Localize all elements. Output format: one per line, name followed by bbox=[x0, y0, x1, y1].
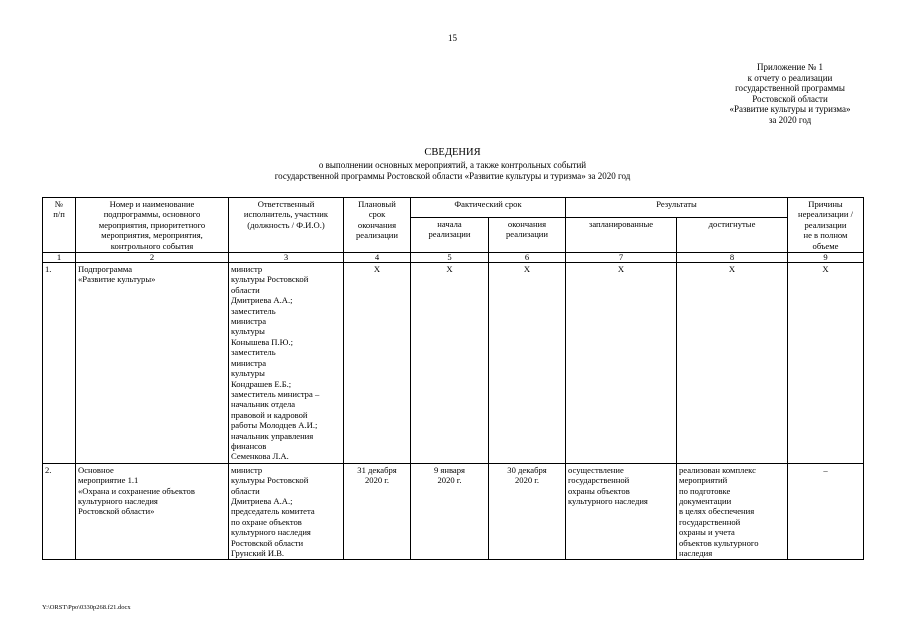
cell-planned: Х bbox=[344, 263, 411, 464]
cell-planned: 31 декабря 2020 г. bbox=[344, 463, 411, 560]
column-number: 8 bbox=[677, 253, 788, 263]
column-number: 7 bbox=[566, 253, 677, 263]
header-row bbox=[43, 198, 864, 218]
header-responsible: Ответственный исполнитель, участник (должность / Ф.И.О.) bbox=[229, 198, 344, 253]
footer-file-path: Y:\ORST\Ppo\0330p268.f21.docx bbox=[42, 604, 131, 611]
header-results-achieved: достигнутые bbox=[677, 217, 788, 252]
column-number: 4 bbox=[344, 253, 411, 263]
header-name: Номер и наименование подпрограммы, основного мероприятия, приоритетного мероприятия, мероприятия, контрольного события bbox=[76, 198, 229, 253]
document-subtitle bbox=[0, 160, 905, 182]
cell-num: 1. bbox=[43, 263, 76, 464]
column-number: 9 bbox=[788, 253, 864, 263]
appendix-line: Ростовской области bbox=[752, 93, 828, 104]
cell-results-planned: Х bbox=[566, 263, 677, 464]
subtitle-line-2: государственной программы Ростовской области «Развитие культуры и туризма» за 2020 год bbox=[274, 171, 631, 181]
appendix-line: к отчету о реализации bbox=[747, 72, 833, 83]
column-number-row bbox=[43, 253, 864, 263]
cell-actual-end: Х bbox=[489, 263, 566, 464]
table-row bbox=[43, 263, 864, 464]
cell-name: Основное мероприятие 1.1 «Охрана и сохранение объектов культурного наследия Ростовской области» bbox=[76, 463, 229, 560]
cell-results-achieved: Х bbox=[677, 263, 788, 464]
column-number: 6 bbox=[489, 253, 566, 263]
column-number: 5 bbox=[411, 253, 489, 263]
appendix-line: «Развитие культуры и туризма» bbox=[729, 104, 851, 115]
cell-responsible: министр культуры Ростовской области Дмитриева А.А.; заместитель министра культуры Конышева П.Ю.; заместитель министра культуры Кондрашев Е.Б.; заместитель министра – начальник отдела правовой и кадровой работы Молодцев А.И.; начальник управления финансов Семенкова Л.А. bbox=[229, 263, 344, 464]
subtitle-line-1: о выполнении основных мероприятий, а также контрольных событий bbox=[318, 160, 587, 170]
document-title: СВЕДЕНИЯ bbox=[424, 147, 481, 158]
column-number: 2 bbox=[76, 253, 229, 263]
cell-responsible: министр культуры Ростовской области Дмитриева А.А.; председатель комитета по охране объектов культурного наследия Ростовской области Грунский И.В. bbox=[229, 463, 344, 560]
cell-actual-start: Х bbox=[411, 263, 489, 464]
header-actual: Фактический срок bbox=[411, 198, 566, 218]
cell-name: Подпрограмма «Развитие культуры» bbox=[76, 263, 229, 464]
header-actual-end: окончания реализации bbox=[489, 217, 566, 252]
column-number: 3 bbox=[229, 253, 344, 263]
appendix-block bbox=[700, 62, 880, 126]
cell-actual-start: 9 января 2020 г. bbox=[411, 463, 489, 560]
header-actual-start: начала реализации bbox=[411, 217, 489, 252]
header-results: Результаты bbox=[566, 198, 788, 218]
cell-results-planned: осуществление государственной охраны объектов культурного наследия bbox=[566, 463, 677, 560]
cell-reasons: – bbox=[788, 463, 864, 560]
header-num: № п/п bbox=[43, 198, 76, 253]
header-planned: Плановый срок окончания реализации bbox=[344, 198, 411, 253]
header-reasons: Причины нереализации / реализации не в полном объеме bbox=[788, 198, 864, 253]
report-table bbox=[42, 197, 864, 560]
appendix-line: Приложение № 1 bbox=[757, 62, 823, 72]
header-results-planned: запланированные bbox=[566, 217, 677, 252]
table-row bbox=[43, 463, 864, 560]
cell-reasons: Х bbox=[788, 263, 864, 464]
column-number: 1 bbox=[43, 253, 76, 263]
cell-num: 2. bbox=[43, 463, 76, 560]
appendix-line: государственной программы bbox=[735, 83, 845, 94]
cell-actual-end: 30 декабря 2020 г. bbox=[489, 463, 566, 560]
page-number: 15 bbox=[448, 33, 457, 43]
appendix-line: за 2020 год bbox=[768, 114, 812, 125]
cell-results-achieved: реализован комплекс мероприятий по подготовке документации в целях обеспечения государственной охраны и учета объектов культурного наследия bbox=[677, 463, 788, 560]
